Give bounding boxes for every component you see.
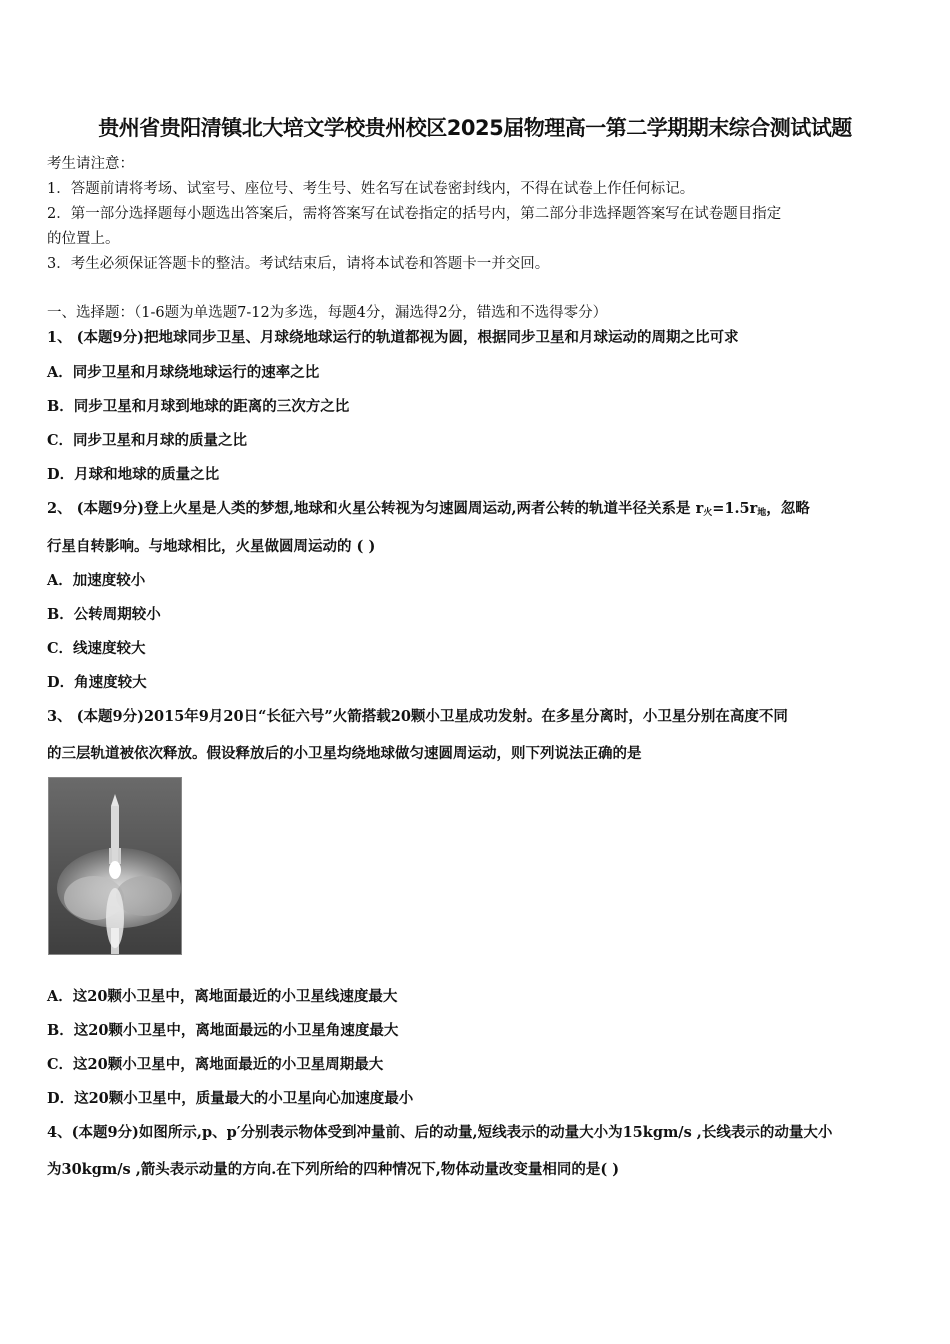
rocket-launch-image xyxy=(49,778,182,955)
question-2-option-a: A．加速度较小 xyxy=(47,572,146,589)
question-2-stem xyxy=(47,497,810,518)
question-3-option-b: B．这20颗小卫星中，离地面最远的小卫星角速度最大 xyxy=(47,1022,399,1039)
question-1-option-d: D．月球和地球的质量之比 xyxy=(47,466,220,483)
question-2-subscript-mars: 火 xyxy=(703,508,713,518)
notice-item-2-cont: 的位置上。 xyxy=(47,231,120,247)
question-3-option-c: C．这20颗小卫星中，离地面最近的小卫星周期最大 xyxy=(47,1056,384,1073)
question-3-option-d: D．这20颗小卫星中，质量最大的小卫星向心加速度最小 xyxy=(47,1090,414,1107)
section-heading: 一、选择题：（1-6题为单选题7-12为多选，每题4分，漏选得2分，错选和不选得零分） xyxy=(47,305,608,321)
question-3-stem-line2: 的三层轨道被依次释放。假设释放后的小卫星均绕地球做匀速圆周运动，则下列说法正确的是 xyxy=(47,745,642,762)
question-2-stem-part-a: 2、 (本题9分)登上火星是人类的梦想,地球和火星公转视为匀速圆周运动,两者公转的轨道半径关系是 r xyxy=(47,500,704,517)
question-1-option-a: A．同步卫星和月球绕地球运行的速率之比 xyxy=(47,364,320,381)
question-2-stem-part-b: =1.5r xyxy=(712,500,758,517)
question-2-subscript-earth: 地 xyxy=(757,508,767,518)
rocket-launch-photo xyxy=(48,777,182,955)
question-2-option-d: D．角速度较大 xyxy=(47,674,147,691)
notice-heading: 考生请注意： xyxy=(47,156,134,172)
question-3-stem-line1: 3、 (本题9分)2015年9月20日“长征六号”火箭搭载20颗小卫星成功发射。在多星分离时，小卫星分别在高度不同 xyxy=(47,708,788,725)
question-2-option-c: C．线速度较大 xyxy=(47,640,146,657)
question-1-option-c: C．同步卫星和月球的质量之比 xyxy=(47,432,248,449)
question-4-stem-line1: 4、(本题9分)如图所示,p、p′分别表示物体受到冲量前、后的动量,短线表示的动量大小为15kgm/s ,长线表示的动量大小 xyxy=(47,1124,833,1141)
question-2-option-b: B．公转周期较小 xyxy=(47,606,161,623)
question-3-option-a: A．这20颗小卫星中，离地面最近的小卫星线速度最大 xyxy=(47,988,398,1005)
question-2-stem-line2: 行星自转影响。与地球相比，火星做圆周运动的 ( ) xyxy=(47,538,376,555)
notice-item-3: 3．考生必须保证答题卡的整洁。考试结束后，请将本试卷和答题卡一并交回。 xyxy=(47,256,550,272)
notice-item-2: 2．第一部分选择题每小题选出答案后，需将答案写在试卷指定的括号内，第二部分非选择题答案写在试卷题目指定 xyxy=(47,206,782,222)
question-1-option-b: B．同步卫星和月球到地球的距离的三次方之比 xyxy=(47,398,350,415)
question-2-stem-part-c: ，忽略 xyxy=(766,500,810,517)
exam-title: 贵州省贵阳清镇北大培文学校贵州校区2025届物理高一第二学期期末综合测试试题 xyxy=(98,116,852,140)
question-4-stem-line2: 为30kgm/s ,箭头表示动量的方向.在下列所给的四种情况下,物体动量改变量相同的是( ) xyxy=(47,1161,620,1178)
notice-item-1: 1．答题前请将考场、试室号、座位号、考生号、姓名写在试卷密封线内，不得在试卷上作任何标记。 xyxy=(47,181,695,197)
question-1-stem: 1、 (本题9分)把地球同步卫星、月球绕地球运行的轨道都视为圆，根据同步卫星和月球运动的周期之比可求 xyxy=(47,329,739,346)
